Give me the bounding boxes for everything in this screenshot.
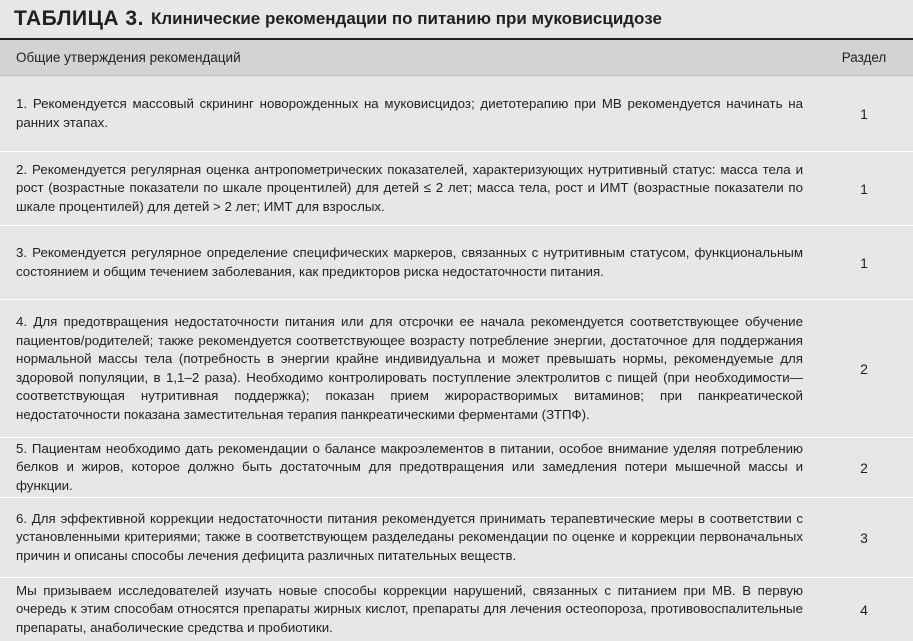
row-text: 3. Рекомендуется регулярное определение специфических маркеров, связанных с нутритивным статусом, функциональным состоянием и общим течением заболевания, как предикторов риска недостаточности питания.: [16, 245, 803, 279]
table-row: [0, 76, 913, 152]
row-section: 1: [860, 105, 868, 122]
header-statements: Общие утверждения рекомендаций: [16, 50, 241, 65]
table-row: [0, 300, 913, 438]
table-body: [0, 76, 913, 641]
table-row: [0, 438, 913, 498]
table-number: ТАБЛИЦА 3.: [14, 7, 144, 30]
table-header: [0, 40, 913, 76]
table-row: [0, 578, 913, 641]
table-title: [0, 0, 913, 40]
row-section: 3: [860, 529, 868, 546]
row-section: 4: [860, 601, 868, 618]
row-section: 2: [860, 459, 868, 476]
table-row: [0, 226, 913, 300]
row-text: 6. Для эффективной коррекции недостаточности питания рекомендуется принимать терапевтические меры в соответствии с установленными критериями; также в соответствующем разделеданы рекомендации по оценке и коррекции первоначальных причин и описаны способы лечения дефицита различных питательных веществ.: [16, 510, 803, 563]
row-text: 4. Для предотвращения недостаточности питания или для отсрочки ее начала рекомендуется соответствующее обучение пациентов/родителей; также рекомендуется соответствующее возрасту потребление энергии, достаточное для поддержания нормальной массы тела (потребность в энергии крайне индивидуальна и может превышать нормы, рекомендуемые для здоровой популяции, в 1,1–2 раза). Необходимо контролировать поступление электролитов с пищей (при необходимости— соответствующая нутритивная поддержка); показан прием жирорастворимых витаминов; при панкреатической недостаточности показана заместительная терапия панкреатическими ферментами (ЗТПФ).: [16, 314, 803, 422]
table-row: [0, 152, 913, 226]
row-text: 5. Пациентам необходимо дать рекомендации о балансе макроэлементов в питании, особое внимание уделяя потреблению белков и жиров, которое должно быть достаточным для предотвращения или замедления потери мышечной массы и функции.: [16, 440, 803, 493]
row-text: 1. Рекомендуется массовый скрининг новорожденных на муковисцидоз; диетотерапию при МВ рекомендуется начинать на ранних этапах.: [16, 96, 803, 130]
row-text: 2. Рекомендуется регулярная оценка антропометрических показателей, характеризующих нутритивный статус: масса тела и рост (возрастные показатели по шкале процентилей) для детей ≤ 2 лет; масса тела, рост и ИМТ (возрастные показатели по шкале процентилей) для детей > 2 лет; ИМТ для взрослых.: [16, 161, 803, 214]
row-section: 1: [860, 180, 868, 197]
table-row: [0, 498, 913, 578]
row-section: 2: [860, 360, 868, 377]
row-section: 1: [860, 254, 868, 271]
row-text: Мы призываем исследователей изучать новые способы коррекции нарушений, связанных с питанием при МВ. В первую очередь к этим способам относятся препараты жирных кислот, препараты для лечения остеопороза, противовоспалительные препараты, анаболические средства и пробиотики.: [16, 582, 803, 635]
table-caption: Клинические рекомендации по питанию при муковисцидозе: [150, 9, 662, 28]
header-section: Раздел: [841, 50, 887, 65]
